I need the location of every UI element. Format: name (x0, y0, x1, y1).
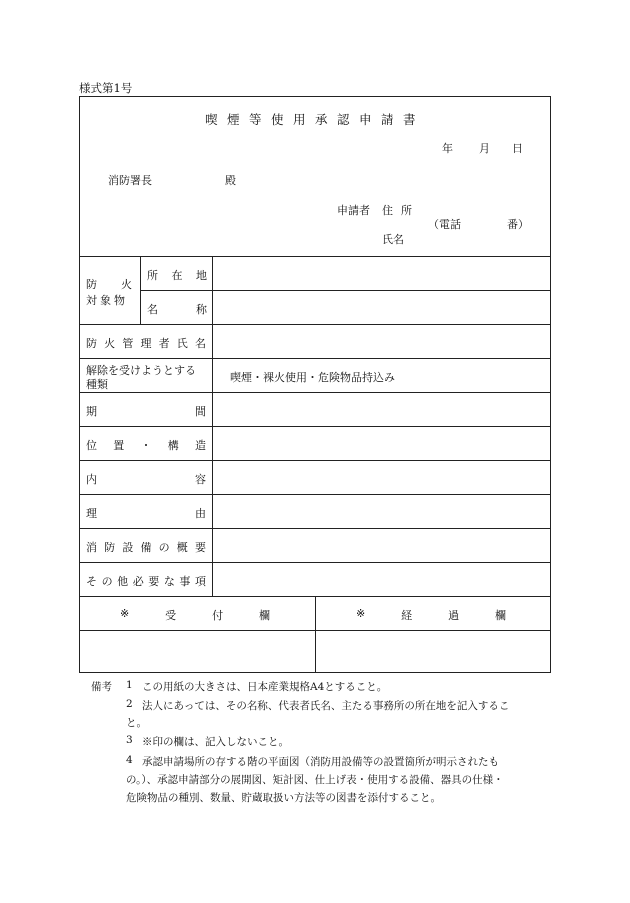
fire-equipment-label (86, 539, 206, 555)
label-char: の (101, 575, 113, 588)
note-line: 危険物品の種別、数量、貯蔵取扱い方法等の図書を添付すること。 (126, 792, 441, 804)
label-char: 理 (140, 337, 152, 350)
label-char: 理 (86, 507, 97, 520)
label-char: 要 (148, 575, 160, 588)
content-label (86, 471, 206, 487)
note-line: 法人にあっては、その名称、代表者氏名、主たる事務所の所在地を記入するこ (142, 700, 510, 712)
rule-row (79, 494, 551, 495)
rule-row (79, 392, 551, 393)
label-char: 管 (122, 337, 134, 350)
fire-target-name-label (147, 301, 207, 317)
applicant-phone-suffix: 番） (507, 218, 529, 231)
rule-row (79, 426, 551, 427)
rule-fire-target-split (140, 290, 551, 291)
notes-label: 備考 (91, 681, 112, 693)
label-char: 容 (195, 473, 206, 486)
label-char: そ (86, 575, 97, 588)
label-char: 備 (140, 541, 152, 554)
applicant-address-label: 住所 (382, 204, 420, 217)
progress-header (356, 607, 506, 623)
label-char: 造 (195, 439, 206, 452)
addressee-label: 消防署長 (108, 174, 152, 187)
form-number: 様式第1号 (79, 81, 133, 95)
label-char: 過 (448, 609, 460, 622)
label-char: な (163, 575, 175, 588)
label-char: 称 (196, 303, 207, 316)
rule-label-column (212, 256, 213, 596)
label-char: 消 (86, 541, 97, 554)
label-char: 間 (195, 405, 206, 418)
label-char: 由 (195, 507, 206, 520)
reason-label (86, 505, 206, 521)
label-char: 名 (147, 303, 158, 316)
date-year-label: 年 (442, 142, 453, 155)
label-char: 概 (176, 541, 188, 554)
label-char: 氏 (176, 337, 188, 350)
rule-row (79, 460, 551, 461)
note-line: と。 (126, 717, 147, 729)
note-line: 承認申請場所の存する階の平面図（消防用設備等の設置箇所が明示されたも (142, 756, 499, 768)
label-char: 防 (86, 337, 97, 350)
label-char: 置 (113, 439, 125, 452)
fire-target-label-char: 火 (121, 278, 132, 291)
label-char: 必 (132, 575, 144, 588)
label-char: 名 (194, 337, 206, 350)
release-type-label-line1: 解除を受けようとする (86, 364, 196, 377)
label-char: 所 (147, 269, 158, 282)
honorific-label: 殿 (225, 174, 236, 187)
date-month-label: 月 (479, 142, 490, 155)
form-title: 喫煙等使用承認申請書 (205, 112, 426, 127)
label-char: 内 (86, 473, 97, 486)
label-char: ※ (356, 607, 366, 620)
rule-row (79, 528, 551, 529)
label-char: 期 (86, 405, 97, 418)
label-char: 在 (171, 269, 183, 282)
applicant-label: 申請者 (337, 204, 370, 217)
rule-row (79, 562, 551, 563)
label-char: 位 (86, 439, 97, 452)
release-type-value: 喫煙・裸火使用・危険物品持込み (230, 371, 395, 384)
period-label (86, 403, 206, 419)
label-char: ・ (140, 439, 152, 452)
fire-manager-label (86, 335, 206, 351)
applicant-name-label: 氏名 (382, 233, 404, 246)
note-line: ※印の欄は、記入しないこと。 (142, 736, 289, 748)
label-char: 項 (194, 575, 206, 588)
label-char: 者 (158, 337, 170, 350)
note-number: 3 (126, 734, 133, 746)
rule-fire-target-column (140, 256, 141, 324)
rule-row (79, 358, 551, 359)
rule-row (79, 324, 551, 325)
label-char: 設 (122, 541, 134, 554)
note-number: 4 (126, 754, 133, 766)
location-structure-label (86, 437, 206, 453)
label-char: 要 (194, 541, 206, 554)
rule-footer-split (315, 596, 316, 673)
note-line: の。）、承認申請部分の展開図、矩計図、仕上げ表・使用する設備、器具の仕様・ (126, 774, 504, 786)
rule-header-bottom (79, 256, 551, 257)
note-number: 2 (126, 698, 133, 710)
other-label (86, 573, 206, 589)
applicant-phone-label: （電話 (428, 218, 461, 231)
date-day-label: 日 (512, 142, 523, 155)
label-char: 事 (179, 575, 191, 588)
fire-target-location-label (147, 267, 207, 283)
release-type-label-line2: 種類 (86, 378, 108, 391)
note-line: この用紙の大きさは、日本産業規格A4とすること。 (142, 681, 388, 693)
reception-header (120, 607, 270, 623)
label-char: 地 (196, 269, 207, 282)
label-char: 欄 (258, 609, 270, 622)
fire-target-label-char: 防 (86, 278, 97, 291)
label-char: の (158, 541, 170, 554)
label-char: 付 (212, 609, 224, 622)
note-number: 1 (126, 679, 133, 691)
label-char: ※ (120, 607, 130, 620)
fire-target-label-line1 (86, 276, 132, 292)
label-char: 欄 (494, 609, 506, 622)
label-char: 経 (401, 609, 413, 622)
label-char: 受 (165, 609, 177, 622)
label-char: 他 (117, 575, 129, 588)
label-char: 火 (104, 337, 116, 350)
fire-target-label-line2: 対象物 (86, 294, 128, 307)
label-char: 防 (104, 541, 116, 554)
label-char: 構 (167, 439, 179, 452)
